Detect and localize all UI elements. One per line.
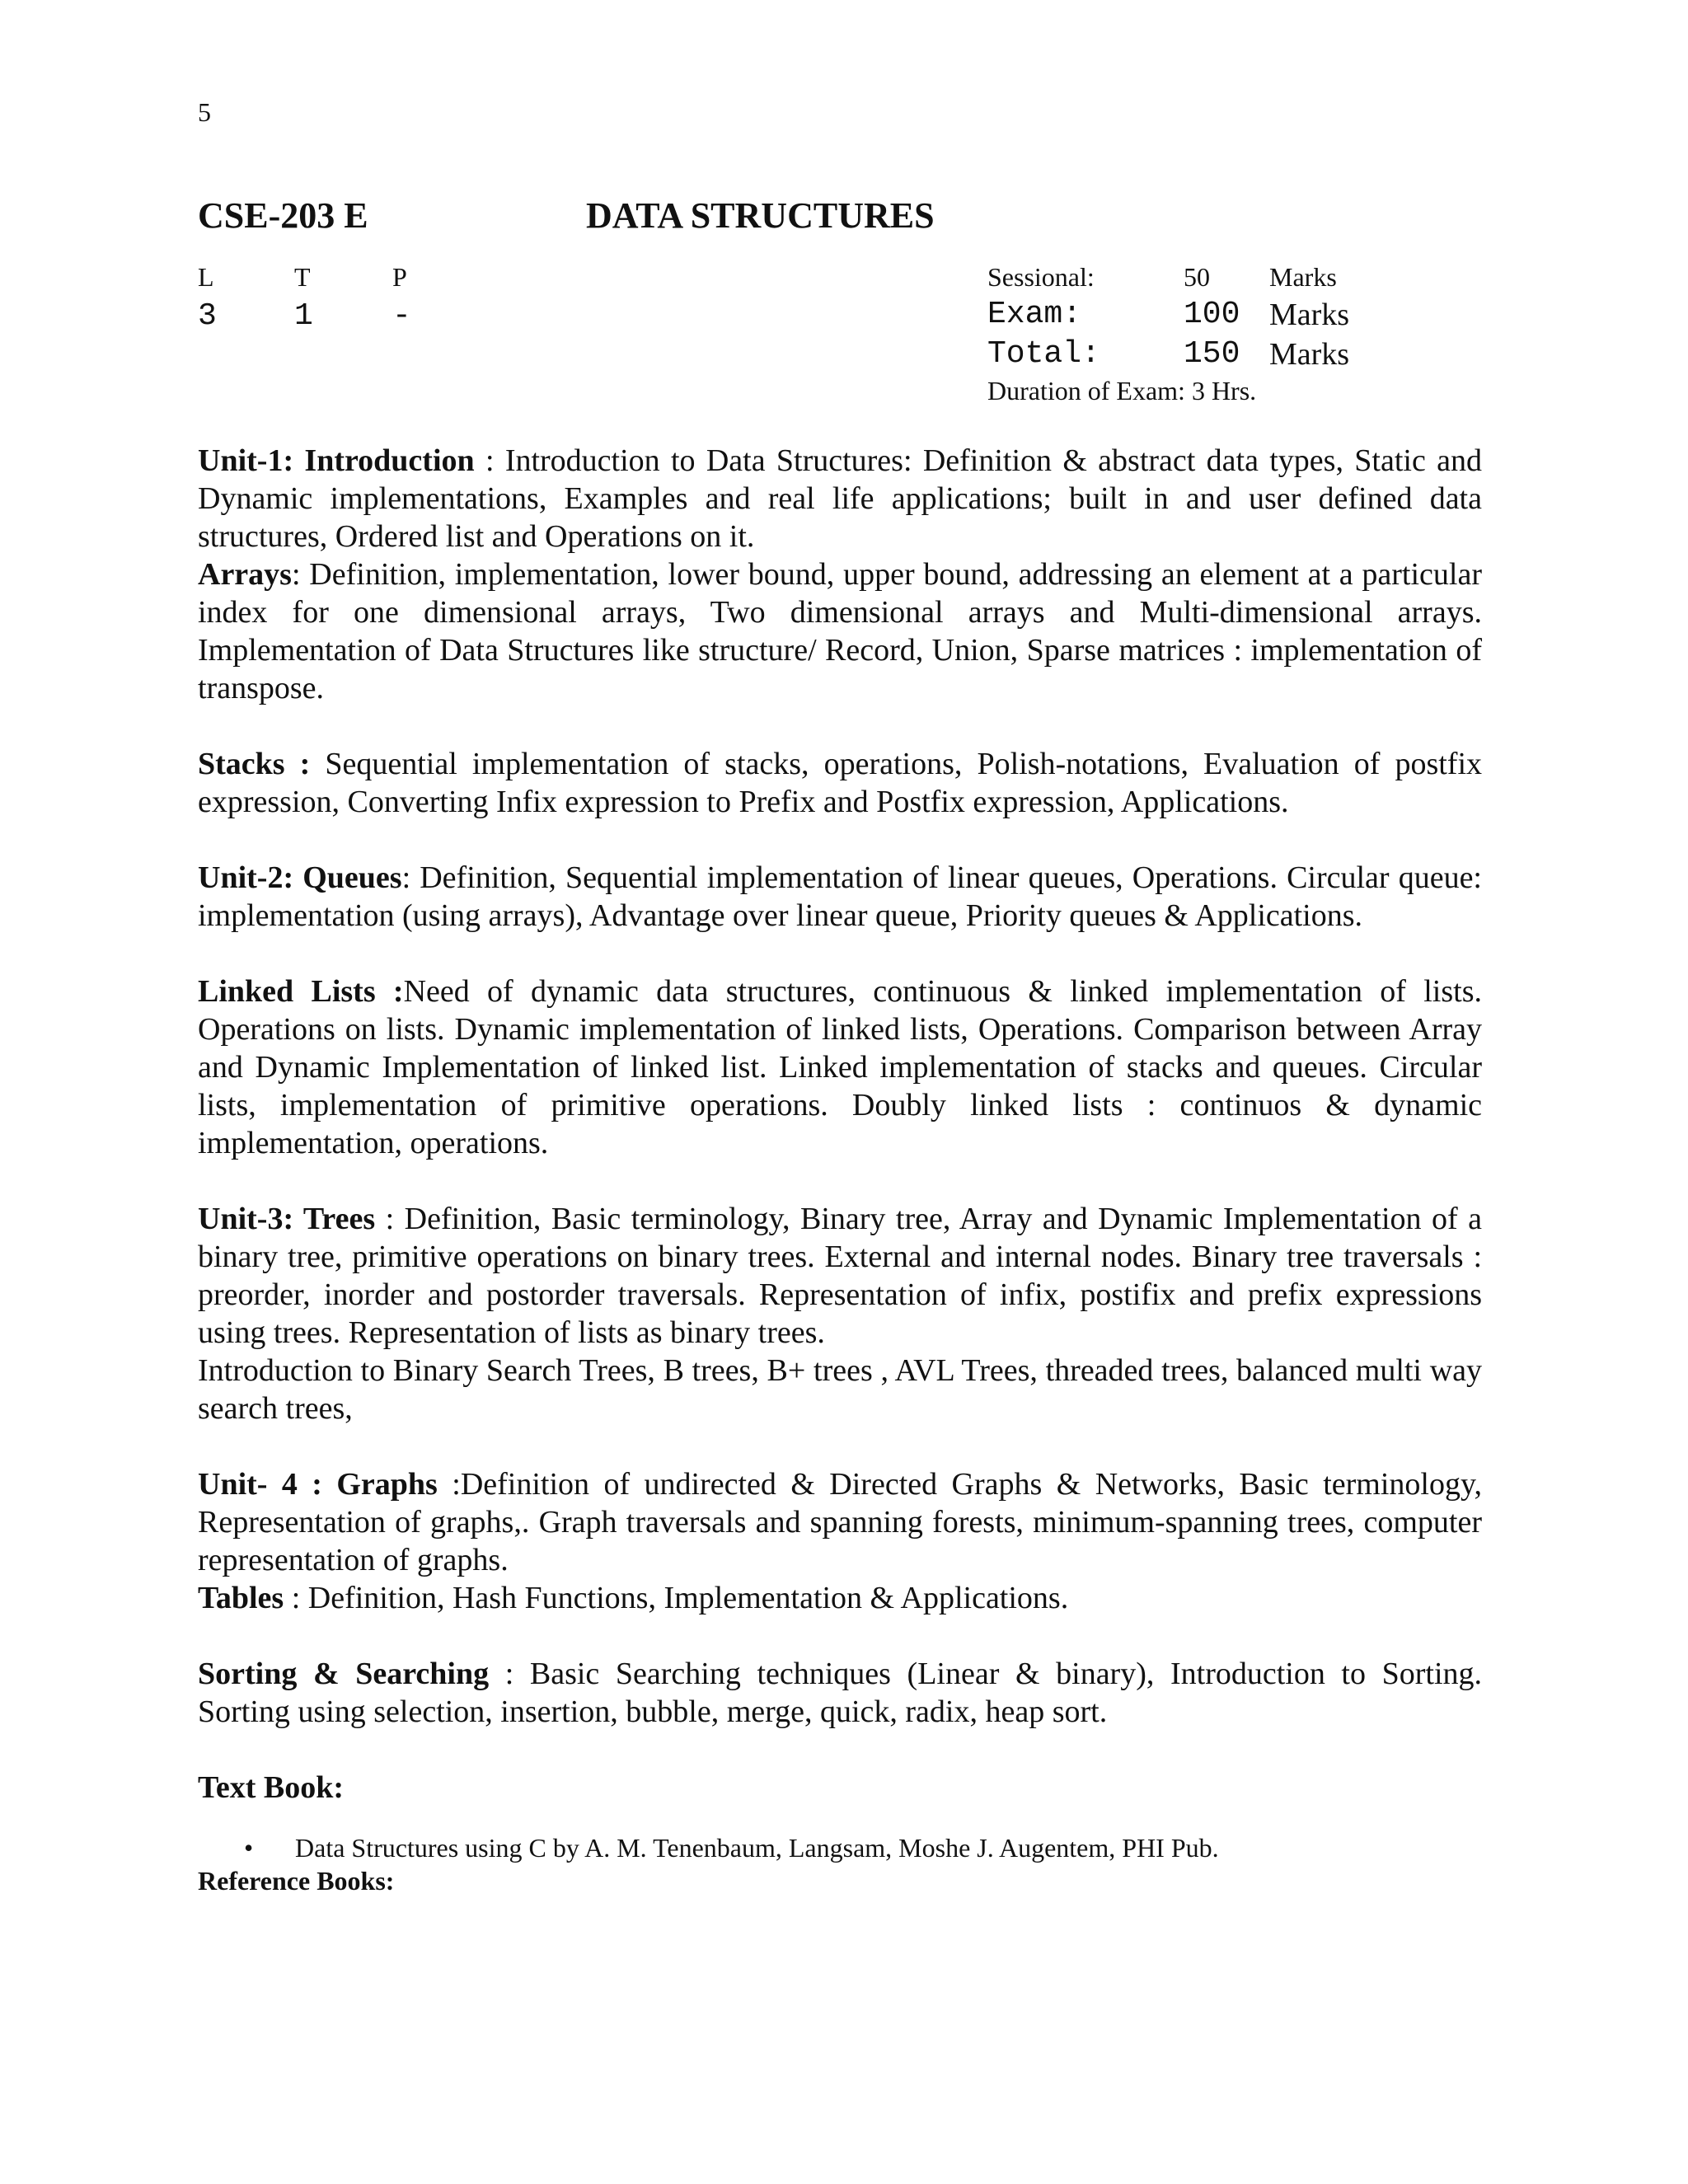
list-item [198,1831,1482,1864]
unit1-text: : Introduction to Data Structures: Definition & abstract data types, Static and Dynamic implementations, Examples and real life applications; built in and user defined data structures, Ordered list and Operations on it. [198,443,1482,554]
unit1-paragraph [198,442,1482,555]
exam-duration: Duration of Exam: 3 Hrs. [987,376,1257,405]
unit4-paragraph [198,1465,1482,1579]
unit3-text: : Definition, Basic terminology, Binary tree, Array and Dynamic Implementation of a binary tree, primitive operations on binary trees. External and internal nodes. Binary tree traversals : preorder, inorder and postorder traversals. Representation of infix, postifix and prefix expressions using trees. Representation of lists as binary trees. [198,1202,1483,1350]
text-book-entry: Data Structures using C by A. M. Tenenbaum, Langsam, Moshe J. Augentem, PHI Pub. [295,1833,1219,1863]
reference-books-heading: Reference Books: [198,1866,395,1896]
ltp-label-t: T [294,262,311,292]
ltp-label-p: P [392,262,407,292]
exam-label: Exam: [987,297,1082,332]
page-number: 5 [198,97,211,127]
arrays-heading: Arrays [198,557,292,592]
text-book-list [198,1831,1482,1864]
stacks-text: Sequential implementation of stacks, operations, Polish-notations, Evaluation of postfix expression, Converting Infix expression to Prefix and Postfix expression, Applications. [198,747,1482,819]
marks-table [987,262,1416,410]
unit4-text: :Definition of undirected & Directed Graphs & Networks, Basic terminology, Representation of graphs,. Graph traversals and spanning forests, minimum-spanning trees, computer representation of graphs. [198,1467,1482,1577]
bullet-icon: • [244,1833,254,1863]
ltp-value-t: 1 [294,298,313,334]
sessional-unit: Marks [1269,262,1337,292]
stacks-paragraph [198,745,1482,821]
arrays-text: : Definition, implementation, lower bound, upper bound, addressing an element at a particular index for one dimensional arrays, Two dimensional arrays and Multi-dimensional arrays. Implementation of Data Structures like structure/ Record, Union, Sparse matrices : implementation of transpose. [198,557,1482,705]
bst-paragraph [198,1352,1482,1427]
sessional-value: 50 [1184,262,1210,292]
linked-lists-text: Need of dynamic data structures, continuous & linked implementation of lists. Operations on lists. Dynamic implementation of linked lists, Operations. Comparison between Array and Dynamic Implementation of linked list. Linked implementation of stacks and queues. Circular lists, implementation of primitive operations. Doubly linked lists : continuos & dynamic implementation, operations. [198,974,1482,1160]
exam-value: 100 [1184,297,1240,332]
course-code: CSE-203 E [198,195,368,236]
unit2-heading: Unit-2: Queues [198,860,402,895]
linked-lists-paragraph [198,972,1482,1162]
course-title: DATA STRUCTURES [586,195,935,236]
tables-paragraph [198,1579,1482,1617]
total-label: Total: [987,336,1100,372]
arrays-paragraph [198,555,1482,707]
course-header [198,194,1484,244]
exam-unit: Marks [1269,298,1350,332]
tables-heading: Tables [198,1581,284,1615]
linked-lists-heading: Linked Lists : [198,974,404,1009]
unit3-heading: Unit-3: Trees [198,1202,376,1236]
total-unit: Marks [1269,337,1350,372]
bst-text: Introduction to Binary Search Trees, B trees, B+ trees , AVL Trees, threaded trees, balanced multi way search trees, [198,1353,1482,1426]
sorting-text: : Basic Searching techniques (Linear & binary), Introduction to Sorting. Sorting using selection, insertion, bubble, merge, quick, radix, heap sort. [198,1657,1482,1729]
sessional-label: Sessional: [987,262,1095,292]
unit2-text: : Definition, Sequential implementation of linear queues, Operations. Circular queue: implementation (using arrays), Advantage over linear queue, Priority queues & Applications. [198,860,1482,933]
syllabus-content [198,442,1482,1897]
sorting-heading: Sorting & Searching [198,1657,490,1691]
stacks-heading: Stacks : [198,747,311,781]
text-book-heading: Text Book: [198,1770,345,1805]
ltp-value-l: 3 [198,298,217,334]
sorting-paragraph [198,1655,1482,1731]
unit3-paragraph [198,1200,1482,1352]
tables-text: : Definition, Hash Functions, Implementation & Applications. [284,1581,1069,1615]
ltp-value-p: - [392,298,411,334]
unit2-paragraph [198,859,1482,935]
unit4-heading: Unit- 4 : Graphs [198,1467,438,1502]
unit1-heading: Unit-1: Introduction [198,443,475,478]
ltp-label-l: L [198,262,214,292]
total-value: 150 [1184,336,1240,372]
